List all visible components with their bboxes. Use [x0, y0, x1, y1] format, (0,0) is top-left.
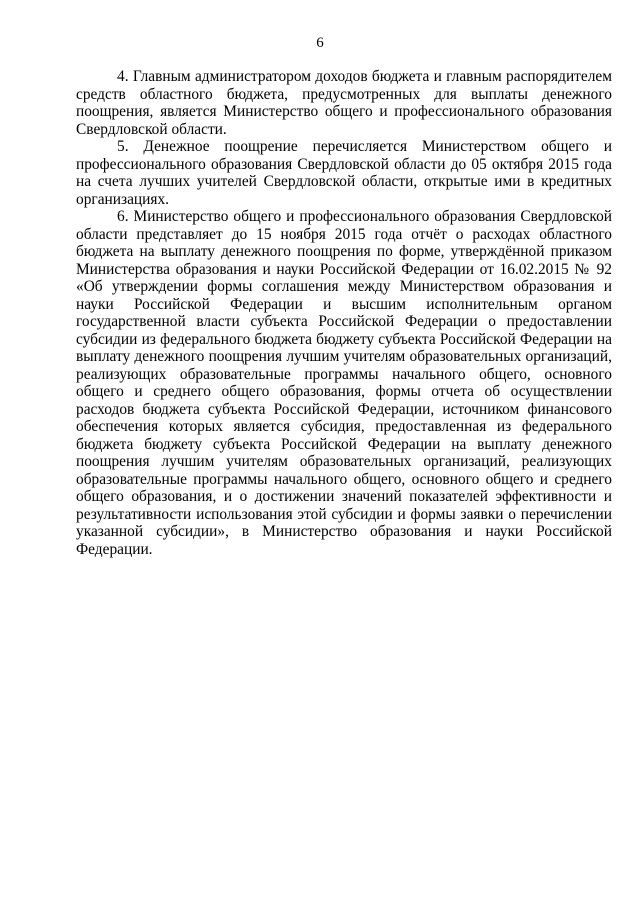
page-number: 6 — [316, 35, 324, 51]
paragraph-5: 5. Денежное поощрение перечисляется Министерством общего и профессионального образования Свердловской области до 05 октября 2015 года на счета лучших учителей Свердловской области, открытые ими в кредитных организациях. — [76, 138, 612, 208]
paragraph-4: 4. Главным администратором доходов бюджета и главным распорядителем средств областного бюджета, предусмотренных для выплаты денежного поощрения, является Министерство общего и профессионального образования Свердловской области. — [76, 68, 612, 138]
paragraph-6: 6. Министерство общего и профессионального образования Свердловской области представляет до 15 ноября 2015 года отчёт о расходах областного бюджета на выплату денежного поощрения по форме, утверждённой приказом Министерства образования и науки Российской Федерации от 16.02.2015 № 92 «Об утверждении формы соглашения между Министерством образования и науки Российской Федерации и высшим исполнительным органом государственной власти субъекта Российской Федерации о предоставлении субсидии из федерального бюджета бюджету субъекта Российской Федерации на выплату денежного поощрения лучшим учителям образовательных организаций, реализующих образовательные программы начального общего, основного общего и среднего общего образования, формы отчета об осуществлении расходов бюджета субъекта Российской Федерации, источником финансового обеспечения которых является субсидия, предоставленная из федерального бюджета бюджету субъекта Российской Федерации на выплату денежного поощрения лучшим учителям образовательных организаций, реализующих образовательные программы начального общего, основного общего и среднего общего образования, и о достижении значений показателей эффективности и результативности использования этой субсидии и формы заявки о перечислении указанной субсидии», в Министерство образования и науки Российской Федерации. — [76, 208, 612, 558]
document-body — [76, 68, 612, 558]
